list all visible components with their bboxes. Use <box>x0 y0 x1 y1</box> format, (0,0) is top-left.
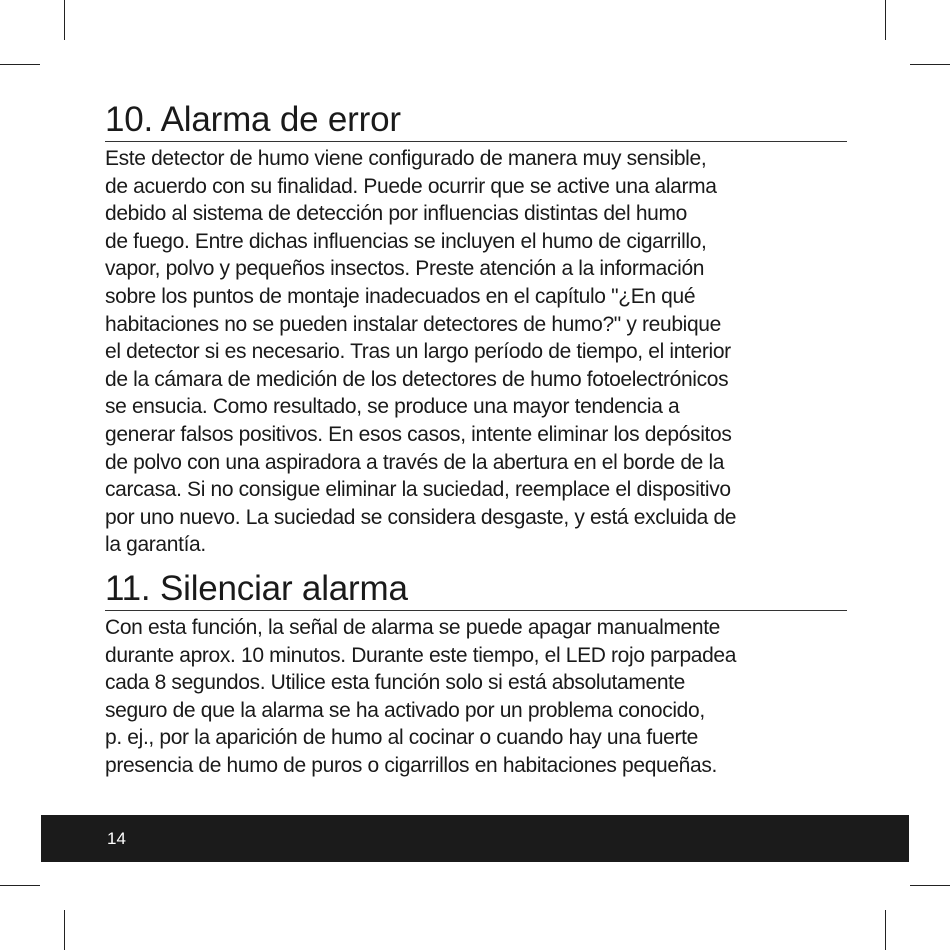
footer-bar <box>41 815 909 862</box>
text-line: Este detector de humo viene configurado de manera muy sensible, <box>105 147 707 170</box>
text-line: el detector si es necesario. Tras un largo período de tiempo, el interior <box>105 340 731 364</box>
text-line: generar falsos positivos. En esos casos, intente eliminar los depósitos <box>105 422 732 446</box>
text-line: por uno nuevo. La suciedad se considera desgaste, y está excluida de <box>105 505 737 529</box>
section-title: 11. Silenciar alarma <box>105 569 847 611</box>
section-body <box>105 145 847 559</box>
section-silenciar-alarma <box>105 569 847 780</box>
section-alarma-de-error <box>105 100 847 559</box>
crop-mark <box>0 64 40 65</box>
text-line: habitaciones no se pueden instalar detectores de humo?" y reubique <box>105 312 721 336</box>
text-line: la garantía. <box>105 533 206 557</box>
crop-mark <box>910 64 950 65</box>
text-line: de polvo con una aspiradora a través de la abertura en el borde de la <box>105 450 725 474</box>
text-line: se ensucia. Como resultado, se produce una mayor tendencia a <box>105 395 680 419</box>
text-line: cada 8 segundos. Utilice esta función solo si está absolutamente <box>105 671 685 695</box>
text-line: Con esta función, la señal de alarma se puede apagar manualmente <box>105 615 721 639</box>
text-line: sobre los puntos de montaje inadecuados en el capítulo "¿En qué <box>105 284 696 308</box>
text-line: vapor, polvo y pequeños insectos. Preste atención a la información <box>105 257 705 281</box>
text-line: seguro de que la alarma se ha activado por un problema conocido, <box>105 698 705 722</box>
crop-mark <box>64 910 65 950</box>
text-line: de acuerdo con su finalidad. Puede ocurrir que se active una alarma <box>105 174 717 198</box>
text-line: carcasa. Si no consigue eliminar la suciedad, reemplace el dispositivo <box>105 478 731 502</box>
text-line: presencia de humo de puros o cigarrillos en habitaciones pequeñas. <box>105 753 717 777</box>
text-line: p. ej., por la aparición de humo al cocinar o cuando hay una fuerte <box>105 726 698 750</box>
text-line: debido al sistema de detección por influencias distintas del humo <box>105 202 687 226</box>
text-line: durante aprox. 10 minutos. Durante este tiempo, el LED rojo parpadea <box>105 643 737 667</box>
crop-mark <box>64 0 65 40</box>
crop-mark <box>0 885 40 886</box>
crop-mark <box>910 885 950 886</box>
crop-mark <box>885 910 886 950</box>
page-number: 14 <box>107 829 126 848</box>
crop-mark <box>885 0 886 40</box>
section-title: 10. Alarma de error <box>105 100 847 142</box>
section-body <box>105 614 847 780</box>
page-content <box>105 100 847 779</box>
text-line: de la cámara de medición de los detectores de humo fotoelectrónicos <box>105 367 729 391</box>
text-line: de fuego. Entre dichas influencias se incluyen el humo de cigarrillo, <box>105 229 707 253</box>
